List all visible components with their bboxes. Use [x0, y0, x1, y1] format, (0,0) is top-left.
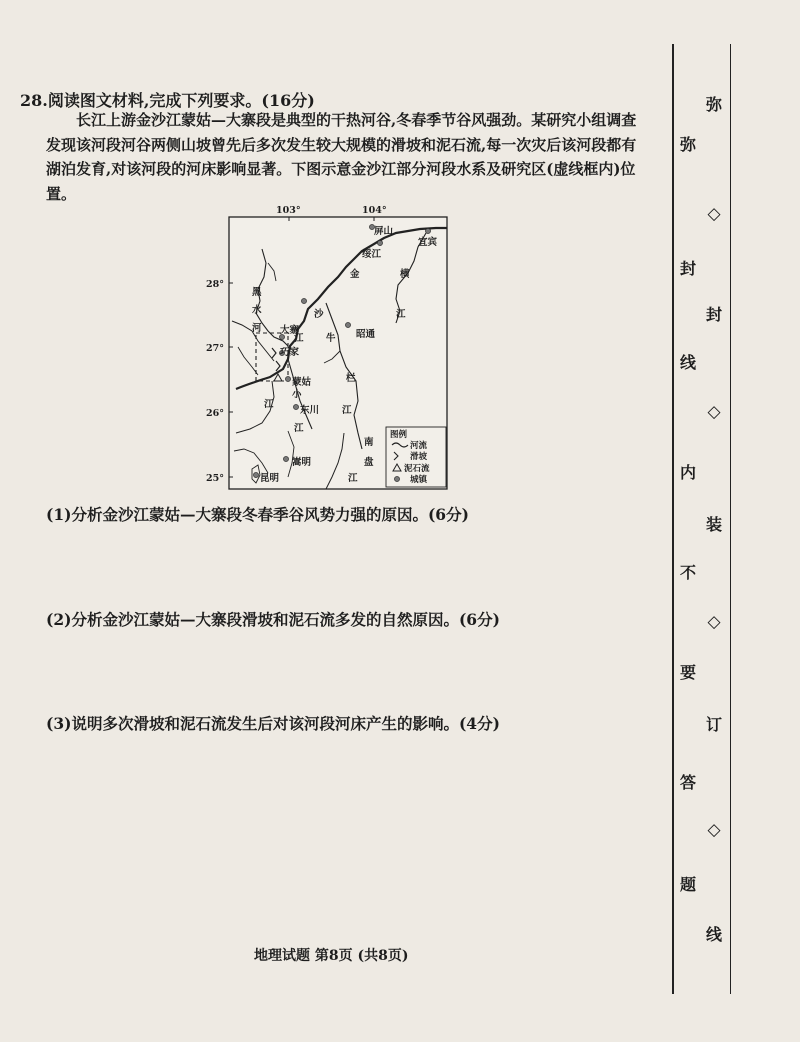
question-title: 28.阅读图文材料,完成下列要求。(16分): [20, 91, 315, 110]
binding-char: 线: [679, 353, 696, 372]
binding-char: 弥: [705, 95, 722, 114]
binding-char: 答: [679, 773, 696, 792]
river-char: 横: [400, 269, 410, 280]
binding-char: 内: [679, 463, 696, 482]
river-char: 盘: [364, 457, 374, 468]
legend-landslide: 滑坡: [410, 452, 428, 462]
sub-question-1: (1)分析金沙江蒙姑—大寨段冬春季谷风势力强的原因。(6分): [46, 505, 469, 524]
lat-label: 25°: [206, 473, 224, 484]
river-char: 江: [348, 473, 358, 484]
river-char: 金: [350, 269, 360, 280]
town-dongchuan: [293, 404, 298, 409]
diamond-icon: ◇: [707, 820, 721, 840]
binding-char: 弥: [679, 135, 696, 154]
river-char: 黑: [252, 287, 262, 298]
lat-label: 26°: [206, 408, 224, 419]
binding-char: 封: [705, 305, 722, 324]
town-menggu: [285, 376, 290, 381]
place-pingshan: 屏山: [374, 226, 394, 237]
binding-char: 不: [679, 563, 696, 582]
river-char: 江: [342, 405, 352, 416]
river-char: 江: [294, 423, 304, 434]
river-char: 牛: [326, 333, 336, 344]
jinsha-river-map: [206, 201, 448, 491]
place-kunming: 昆明: [260, 473, 280, 484]
place-zhaotong: 昭通: [356, 329, 376, 340]
river-char: 沙: [314, 309, 324, 320]
town-kunming: [253, 472, 258, 477]
legend-debris-flow: 泥石流: [404, 464, 430, 474]
town-zhaotong: [345, 322, 350, 327]
legend-town: 城镇: [410, 475, 428, 485]
place-qiaojia: 巧家: [280, 347, 300, 358]
binding-char: 装: [705, 515, 722, 534]
sub-question-2: (2)分析金沙江蒙姑—大寨段滑坡和泥石流多发的自然原因。(6分): [46, 610, 500, 629]
place-dongchuan: 东川: [300, 405, 320, 416]
town-yibin: [425, 228, 430, 233]
place-dazhai: 大寨: [280, 325, 300, 336]
diamond-icon: ◇: [707, 402, 721, 422]
place-songming: 嵩明: [292, 457, 312, 468]
diamond-icon: ◇: [707, 204, 721, 224]
lat-label: 28°: [206, 279, 224, 290]
lat-label: 27°: [206, 343, 224, 354]
legend-title: 图例: [390, 430, 408, 440]
river-char: 江: [294, 333, 304, 344]
river-char: 水: [252, 305, 262, 316]
town-songming: [283, 456, 288, 461]
binding-line: [730, 44, 731, 994]
legend-river: 河流: [410, 441, 428, 451]
binding-char: 题: [679, 875, 696, 894]
river-char: 江: [396, 309, 406, 320]
diamond-icon: ◇: [707, 612, 721, 632]
sub-question-3: (3)说明多次滑坡和泥石流发生后对该河段河床产生的影响。(4分): [46, 714, 500, 733]
place-menggu: 蒙姑: [292, 377, 312, 388]
binding-char: 线: [705, 925, 722, 944]
lon-label: 103°: [276, 205, 301, 216]
river-char: 南: [364, 437, 374, 448]
lon-label: 104°: [362, 205, 387, 216]
binding-char: 订: [705, 715, 722, 734]
binding-char: 封: [679, 259, 696, 278]
place-suijiang: 绥江: [362, 249, 382, 260]
town-jin: [301, 298, 306, 303]
question-passage: 长江上游金沙江蒙姑—大寨段是典型的干热河谷,冬春季节谷风强劲。某研究小组调查发现该河段河谷两侧山坡曾先后多次发生较大规模的滑坡和泥石流,每一次灾后该河段都有湖泊发育,对该河段的河床影响显著。下图示意金沙江部分河段水系及研究区(虚线框内)位置。: [46, 111, 637, 203]
map-legend: [386, 427, 446, 487]
binding-char: 要: [679, 663, 696, 682]
place-yibin: 宜宾: [418, 237, 438, 248]
river-char: 栏: [346, 373, 356, 384]
river-char: 江: [264, 399, 274, 410]
river-char: 小: [292, 389, 302, 400]
town-suijiang: [377, 240, 382, 245]
river-char: 河: [252, 323, 262, 334]
page-footer: 地理试题 第8页 (共8页): [254, 948, 409, 964]
